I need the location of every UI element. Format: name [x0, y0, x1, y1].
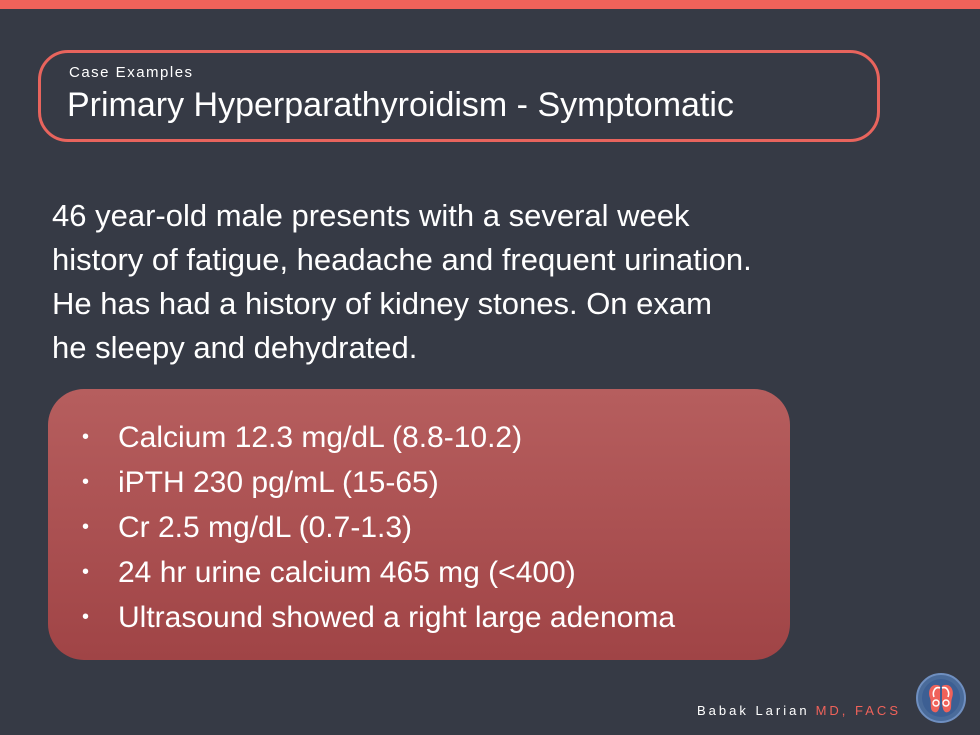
case-line: history of fatigue, headache and frequent urination. [52, 242, 752, 277]
bullet-icon: • [82, 561, 90, 583]
case-line: he sleepy and dehydrated. [52, 330, 418, 365]
findings-list [82, 415, 675, 640]
top-accent-bar [0, 0, 980, 9]
list-item [82, 550, 675, 595]
case-description [52, 194, 932, 370]
bullet-icon: • [82, 606, 90, 628]
finding-text: Calcium 12.3 mg/dL (8.8-10.2) [118, 421, 523, 454]
bullet-icon: • [82, 426, 90, 448]
finding-text: Cr 2.5 mg/dL (0.7-1.3) [118, 511, 413, 544]
section-label: Case Examples [69, 64, 194, 81]
bullet-icon: • [82, 516, 90, 538]
list-item [82, 505, 675, 550]
finding-text: Ultrasound showed a right large adenoma [118, 601, 676, 634]
bullet-icon: • [82, 471, 90, 493]
thyroid-logo-icon [915, 672, 967, 724]
finding-text: 24 hr urine calcium 465 mg (<400) [118, 556, 576, 589]
case-line: 46 year-old male presents with a several week [52, 198, 690, 233]
list-item [82, 460, 675, 505]
author-name: Babak Larian [696, 703, 810, 718]
author-credentials: MD, FACS [815, 703, 901, 718]
footer-credit [697, 703, 901, 718]
list-item [82, 415, 675, 460]
findings-box [48, 389, 790, 660]
title-box [38, 50, 880, 142]
finding-text: iPTH 230 pg/mL (15-65) [118, 466, 439, 499]
list-item [82, 595, 675, 640]
case-line: He has had a history of kidney stones. On exam [52, 286, 712, 321]
slide-title: Primary Hyperparathyroidism - Symptomatic [67, 86, 734, 124]
